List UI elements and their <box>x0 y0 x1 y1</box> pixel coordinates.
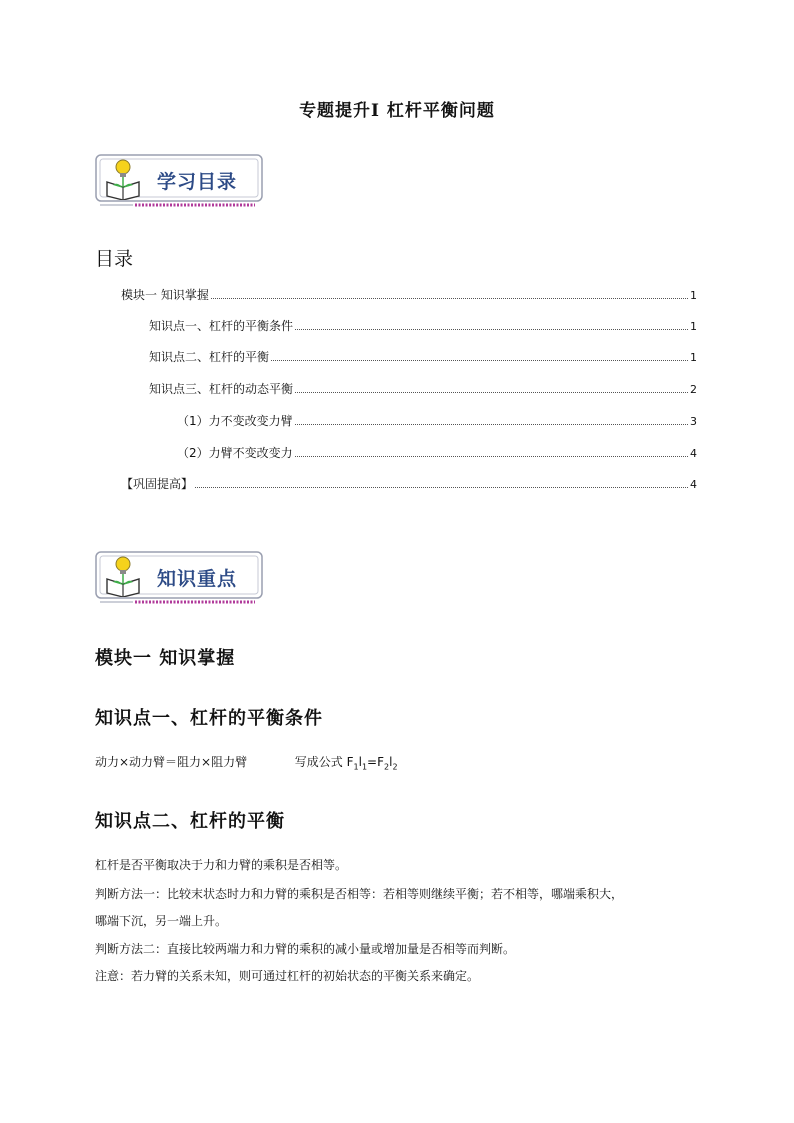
toc-entry-page: 1 <box>690 351 697 364</box>
toc-entry-label: （2）力臂不变改变力 <box>177 446 293 460</box>
kp2-heading: 知识点二、杠杆的平衡 <box>95 811 285 832</box>
kp2-line: 杠杆是否平衡取决于力和力臂的乘积是否相等。 <box>95 858 348 872</box>
section-badge-study <box>95 153 265 211</box>
formula-sub: 1 <box>353 762 359 772</box>
toc-entry-page: 1 <box>690 320 697 333</box>
toc-entry-page: 3 <box>690 415 697 428</box>
toc-entry-label: 知识点二、杠杆的平衡 <box>149 350 270 364</box>
book-bulb-icon <box>101 553 145 597</box>
toc-entry-label: 【巩固提高】 <box>121 477 194 491</box>
toc-dots <box>195 486 688 488</box>
toc-entry[interactable] <box>121 475 697 492</box>
badge-label-study: 学习目录 <box>157 171 238 193</box>
toc-entry-label: （1）力不变改变力臂 <box>177 414 293 428</box>
toc-entry[interactable] <box>149 348 697 365</box>
formula-sub: 2 <box>392 762 398 772</box>
kp2-line: 判断方法一：比较末状态时力和力臂的乘积是否相等：若相等则继续平衡；若不相等，哪端乘积大， <box>95 887 624 901</box>
kp1-formula-prefix: 写成公式 <box>294 755 347 769</box>
toc-dots <box>211 297 688 299</box>
toc-entry-page: 4 <box>690 447 697 460</box>
toc-entry-label: 模块一 知识掌握 <box>121 288 209 302</box>
badge-label-knowledge: 知识重点 <box>157 568 238 590</box>
formula-sub: 2 <box>384 762 390 772</box>
toc-entry[interactable] <box>121 286 697 303</box>
toc-dots <box>295 455 688 457</box>
kp2-line: 注意：若力臂的关系未知，则可通过杠杆的初始状态的平衡关系来确定。 <box>95 969 480 983</box>
toc-entry-page: 4 <box>690 478 697 491</box>
formula-eq: =F <box>367 755 385 769</box>
kp1-formula <box>346 755 398 772</box>
kp1-text: 动力×动力臂＝阻力×阻力臂 <box>95 755 248 769</box>
formula-l2: l <box>389 755 393 769</box>
toc-entry-page: 2 <box>690 383 697 396</box>
toc-heading: 目录 <box>95 248 134 270</box>
toc-dots <box>295 423 688 425</box>
module-heading: 模块一 知识掌握 <box>95 648 236 669</box>
toc-dots <box>295 328 688 330</box>
page-title: 专题提升Ⅰ 杠杆平衡问题 <box>299 101 495 121</box>
section-badge-knowledge <box>95 550 265 608</box>
toc-entry-label: 知识点一、杠杆的平衡条件 <box>149 319 294 333</box>
toc-entry[interactable] <box>149 317 697 334</box>
kp2-line: 哪端下沉，另一端上升。 <box>95 914 228 928</box>
book-bulb-icon <box>101 156 145 200</box>
toc-entry[interactable] <box>149 380 697 397</box>
toc-entry-page: 1 <box>690 289 697 302</box>
formula-f1: F <box>346 755 354 769</box>
kp1-heading: 知识点一、杠杆的平衡条件 <box>95 708 323 729</box>
formula-sub: 1 <box>361 762 368 772</box>
toc-dots <box>271 359 688 361</box>
kp1-formula-line <box>95 754 398 775</box>
toc-entry-label: 知识点三、杠杆的动态平衡 <box>149 382 294 396</box>
kp2-line: 判断方法二：直接比较两端力和力臂的乘积的减小量或增加量是否相等而判断。 <box>95 942 516 956</box>
toc-entry[interactable] <box>177 412 697 429</box>
toc-entry[interactable] <box>177 444 697 461</box>
formula-l1: l <box>358 755 362 769</box>
toc-dots <box>295 391 688 393</box>
